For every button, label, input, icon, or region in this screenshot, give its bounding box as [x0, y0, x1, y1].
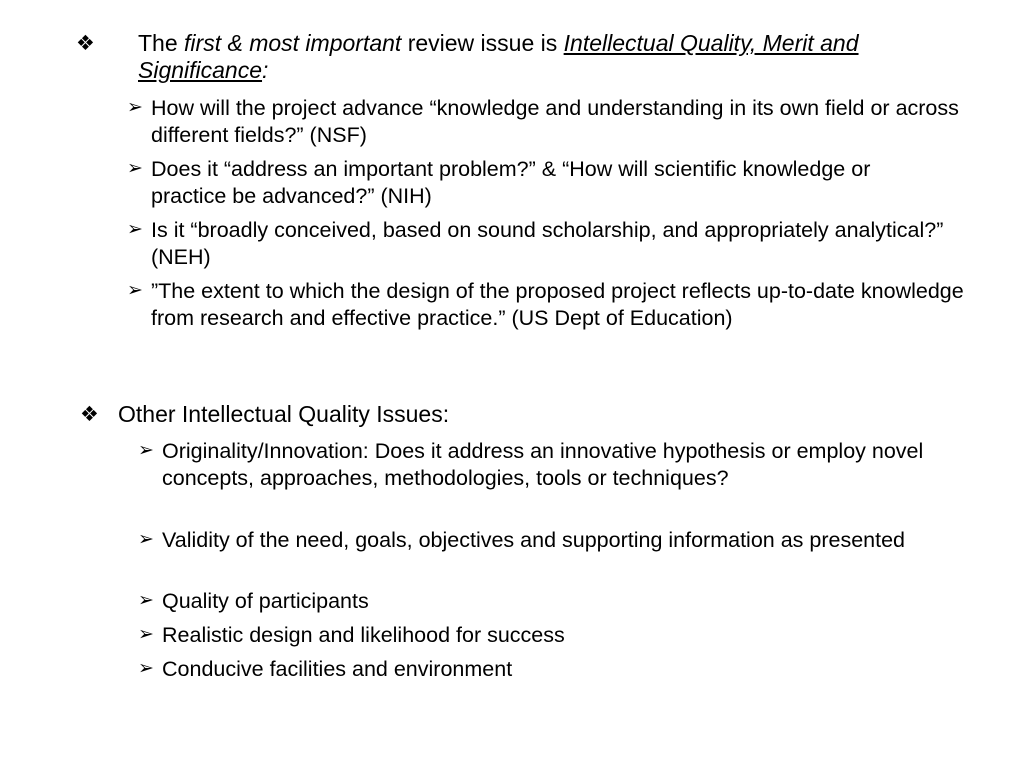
list-item	[138, 438, 972, 491]
list-item-text: Is it “broadly conceived, based on sound scholarship, and appropriately analytical?” (NEH)	[151, 218, 944, 269]
arrow-bullet-icon: ➢	[138, 590, 154, 611]
list-item	[127, 156, 951, 209]
list-item-text: ”The extent to which the design of the proposed project reflects up-to-date knowledge from research and effective practice.” (US Dept of Education)	[151, 279, 964, 330]
list-item-text: Does it “address an important problem?” & “How will scientific knowledge or practice be advanced?” (NIH)	[151, 157, 871, 208]
section1-suffix: :	[262, 57, 269, 83]
arrow-bullet-icon: ➢	[138, 440, 154, 461]
diamond-bullet-icon: ❖	[80, 403, 99, 426]
arrow-bullet-icon: ➢	[138, 529, 154, 550]
section2-heading-text: Other Intellectual Quality Issues:	[118, 401, 450, 427]
section1-emphasis: first & most important	[184, 30, 402, 56]
section1-middle: review issue is	[401, 30, 564, 56]
section2-heading	[80, 401, 948, 428]
list-item	[138, 622, 972, 649]
arrow-bullet-icon: ➢	[127, 280, 143, 301]
list-item	[127, 217, 981, 270]
arrow-bullet-icon: ➢	[127, 158, 143, 179]
list-item	[138, 527, 972, 554]
arrow-bullet-icon: ➢	[127, 97, 143, 118]
list-item-text: Quality of participants	[162, 589, 369, 613]
arrow-bullet-icon: ➢	[138, 624, 154, 645]
list-item	[138, 588, 972, 615]
list-item-text: Conducive facilities and environment	[162, 657, 513, 681]
section1-prefix: The	[138, 30, 185, 56]
list-item	[138, 656, 972, 683]
section1-underlined-phrase: Intellectual Quality, Merit and Significance	[138, 30, 859, 83]
list-item-text: Realistic design and likelihood for success	[162, 623, 565, 647]
diamond-bullet-icon: ❖	[76, 32, 95, 55]
list-item	[127, 278, 981, 331]
arrow-bullet-icon: ➢	[138, 658, 154, 679]
list-item-text: How will the project advance “knowledge and understanding in its own field or across different fields?” (NSF)	[151, 96, 959, 147]
list-item-text: Originality/Innovation: Does it address an innovative hypothesis or employ novel concepts, approaches, methodologies, tools or techniques?	[162, 439, 924, 490]
list-item-text: Validity of the need, goals, objectives and supporting information as presented	[162, 528, 906, 552]
section1-heading	[76, 30, 968, 84]
arrow-bullet-icon: ➢	[127, 219, 143, 240]
list-item	[127, 95, 981, 148]
